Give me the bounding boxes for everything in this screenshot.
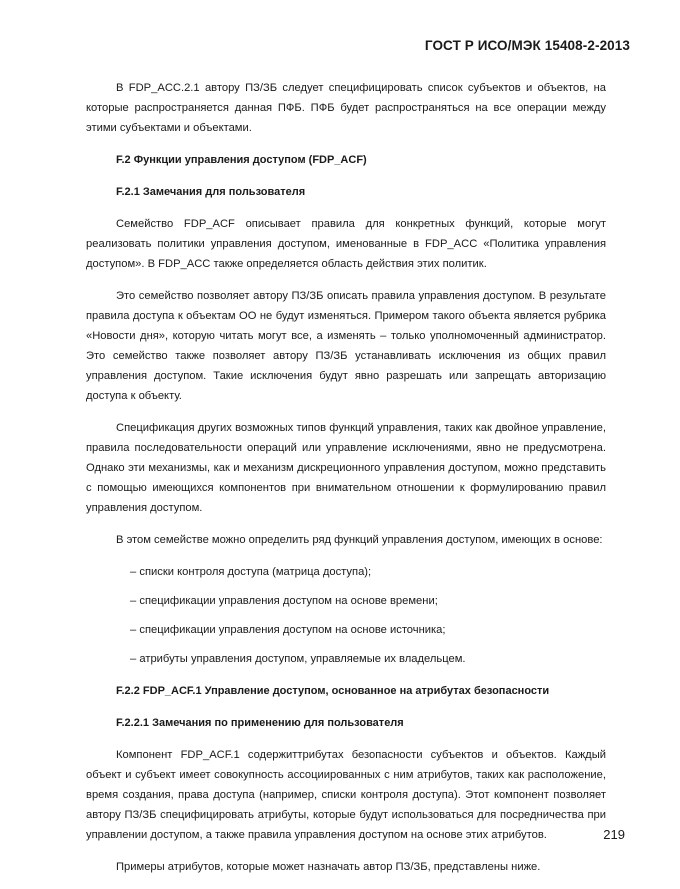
list-item: – атрибуты управления доступом, управляемые их владельцем. [86, 649, 606, 669]
subsection-heading: F.2.2 FDP_ACF.1 Управление доступом, основанное на атрибутах безопасности [116, 685, 550, 697]
subsection-heading: F.2.2.1 Замечания по применению для пользователя [116, 717, 404, 729]
paragraph: В FDP_ACC.2.1 автору ПЗ/ЗБ следует специфицировать список субъектов и объектов, на которые распространяется данная ПФБ. ПФБ будет распространяться на все операции между этими субъектами и объектами. [86, 82, 606, 134]
subsection-heading: F.2.1 Замечания для пользователя [116, 186, 306, 198]
paragraph: Спецификация других возможных типов функций управления, таких как двойное управление, правила последовательности операций или управление исключениями, явно не предусмотрена. Однако эти механизмы, как и механизм дискреционного управления доступом, можно представить с помощью имеющихся компонентов при внимательном отношении к формулированию правил управления доступом. [86, 422, 606, 514]
paragraph: Компонент FDP_ACF.1 содержиттрибутах безопасности субъектов и объектов. Каждый объект и субъект имеет совокупность ассоциированных с ним атрибутов, таких как расположение, время создания, права доступа (например, списки контроля доступа). Этот компонент позволяет автору ПЗ/ЗБ специфицировать атрибуты, которые будут использоваться для посредничества при управлении доступом, а также правила управления доступом на основе этих атрибутов. [86, 749, 606, 841]
list-item: – спецификации управления доступом на основе источника; [86, 620, 606, 640]
page-number: 219 [603, 827, 625, 842]
list-item: – списки контроля доступа (матрица доступа); [86, 562, 606, 582]
list-item: – спецификации управления доступом на основе времени; [86, 591, 606, 611]
paragraph: Это семейство позволяет автору ПЗ/ЗБ описать правила управления доступом. В результате правила доступа к объектам ОО не будут изменяться. Примером такого объекта является рубрика «Новости дня», которую читать могут все, а изменять – только уполномоченный администратор. Это семейство также позволяет автору ПЗ/ЗБ устанавливать исключения из общих правил управления доступом. Такие исключения будут явно разрешать или запрещать авторизацию доступа к объекту. [86, 290, 606, 402]
document-header: ГОСТ Р ИСО/МЭК 15408-2-2013 [424, 38, 630, 53]
paragraph: Примеры атрибутов, которые может назначать автор ПЗ/ЗБ, представлены ниже. [116, 861, 541, 873]
document-body [86, 78, 606, 889]
section-heading: F.2 Функции управления доступом (FDP_ACF) [116, 154, 367, 166]
dash-list [86, 562, 606, 669]
paragraph: Семейство FDP_ACF описывает правила для конкретных функций, которые могут реализовать политики управления доступом, именованные в FDP_ACC «Политика управления доступом». В FDP_ACC также определяется область действия этих политик. [86, 218, 606, 270]
paragraph: В этом семействе можно определить ряд функций управления доступом, имеющих в основе: [116, 534, 603, 546]
